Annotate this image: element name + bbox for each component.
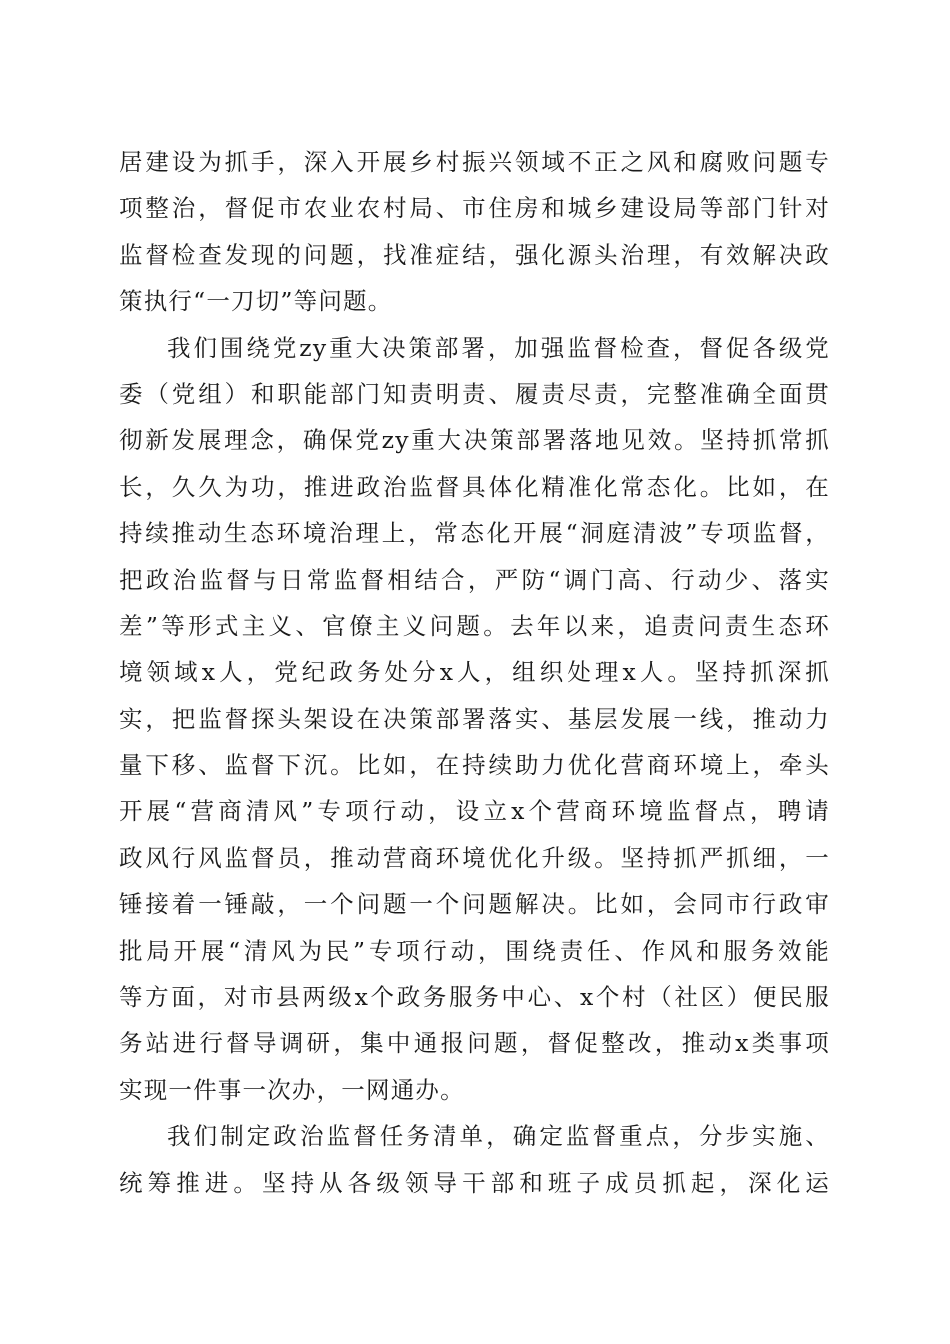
text-line: 委（党组）和职能部门知责明责、履责尽责，完整准确全面贯	[119, 379, 830, 408]
text-line: 差”等形式主义、官僚主义问题。去年以来，追责问责生态环	[119, 611, 830, 640]
text-line: 长，久久为功，推进政治监督具体化精准化常态化。比如，在	[119, 472, 830, 501]
text-line: 居建设为抓手，深入开展乡村振兴领域不正之风和腐败问题专	[119, 148, 830, 176]
text-line: 彻新发展理念，确保党zy重大决策部署落地见效。坚持抓常抓	[119, 426, 830, 455]
text-line: 境领域x人，党纪政务处分x人，组织处理x人。坚持抓深抓	[119, 658, 830, 687]
text-line: 策执行“一刀切”等问题。	[119, 287, 393, 316]
text-line: 把政治监督与日常监督相结合，严防“调门高、行动少、落实	[119, 565, 830, 594]
text-line: 项整治，督促市农业农村局、市住房和城乡建设局等部门针对	[119, 194, 830, 223]
text-line: 实现一件事一次办，一网通办。	[119, 1075, 465, 1104]
text-line: 监督检查发现的问题，找准症结，强化源头治理，有效解决政	[119, 240, 830, 269]
text-line: 锤接着一锤敲，一个问题一个问题解决。比如，会同市行政审	[119, 890, 830, 919]
text-line: 我们围绕党zy重大决策部署，加强监督检查，督促各级党	[167, 333, 830, 362]
body-text	[119, 139, 830, 1206]
text-line: 务站进行督导调研，集中通报问题，督促整改，推动x类事项	[119, 1029, 830, 1058]
text-line: 政风行风监督员，推动营商环境优化升级。坚持抓严抓细，一	[119, 843, 830, 872]
text-line: 实，把监督探头架设在决策部署落实、基层发展一线，推动力	[119, 704, 830, 733]
text-line: 开展“营商清风”专项行动，设立x个营商环境监督点，聘请	[119, 797, 830, 826]
text-line: 量下移、监督下沉。比如，在持续助力优化营商环境上，牵头	[119, 751, 830, 780]
text-line: 等方面，对市县两级x个政务服务中心、x个村（社区）便民服	[119, 983, 830, 1012]
text-line: 持续推动生态环境治理上，常态化开展“洞庭清波”专项监督，	[119, 519, 830, 548]
text-line: 我们制定政治监督任务清单，确定监督重点，分步实施、	[167, 1122, 830, 1151]
text-line: 统筹推进。坚持从各级领导干部和班子成员抓起，深化运	[119, 1168, 830, 1197]
text-line: 批局开展“清风为民”专项行动，围绕责任、作风和服务效能	[119, 936, 830, 965]
